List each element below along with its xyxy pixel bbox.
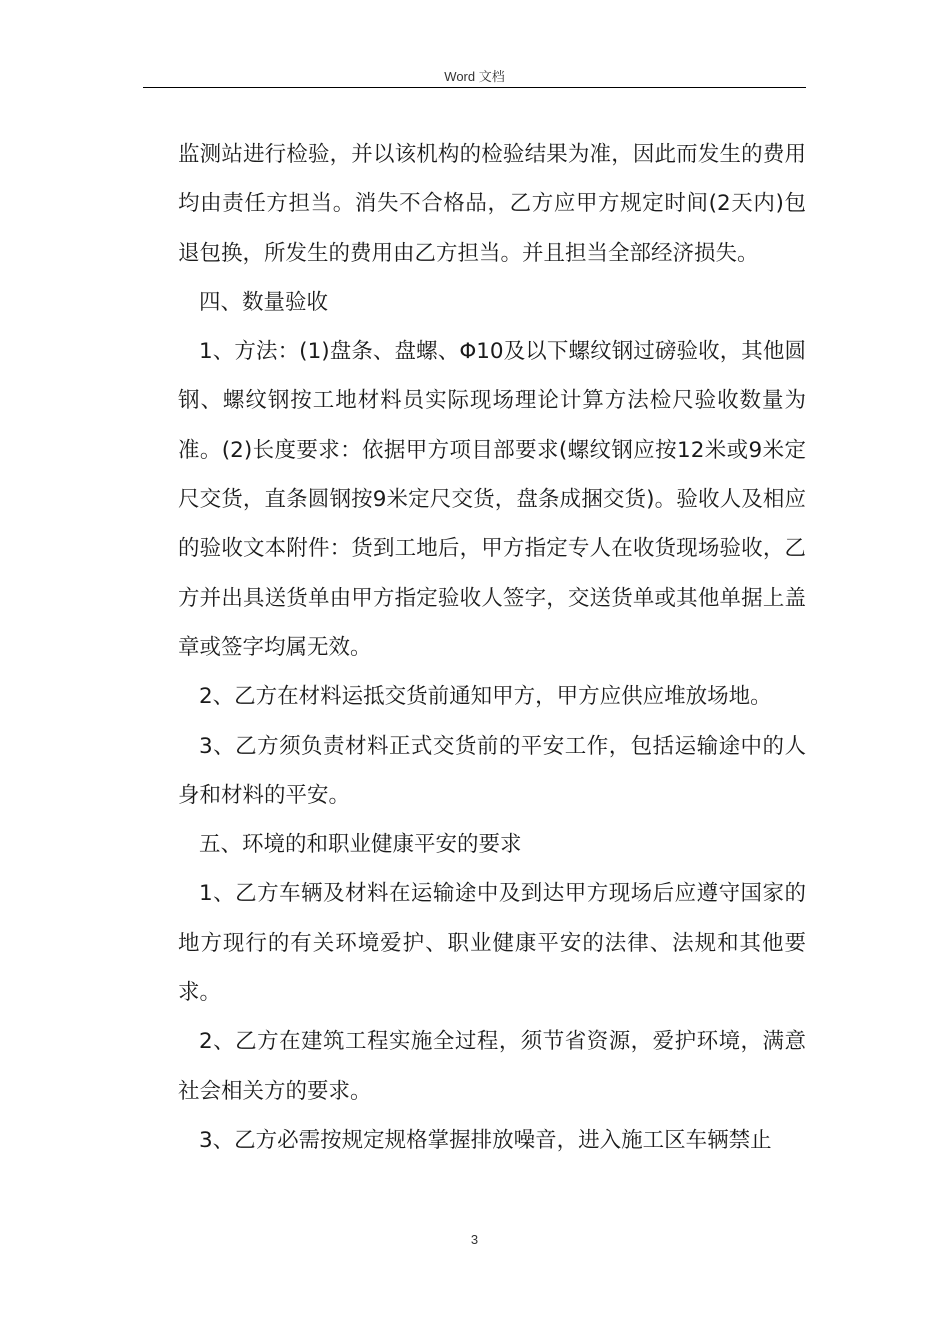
page-number: 3 xyxy=(470,1232,479,1247)
section-heading-environment-health-safety: 五、环境的和职业健康平安的要求 xyxy=(199,832,522,858)
paragraph: 1、方法：(1)盘条、盘螺、Φ10及以下螺纹钢过磅验收，其他圆钢、螺纹钢按工地材料员实际现场理论计算方法检尺验收数量为准。(2)长度要求：依据甲方项目部要求(螺纹钢应按12米或9米定尺交货，直条圆钢按9米定尺交货，盘条成捆交货)。验收人及相应的验收文本附件：货到工地后，甲方指定专人在收货现场验收，乙方并出具送货单由甲方指定验收人签字，交送货单或其他单据上盖章或签字均属无效。 xyxy=(178,339,806,660)
paragraph: 1、乙方车辆及材料在运输途中及到达甲方现场后应遵守国家的地方现行的有关环境爱护、职业健康平安的法律、法规和其他要求。 xyxy=(178,881,806,1006)
paragraph: 监测站进行检验，并以该机构的检验结果为准，因此而发生的费用均由责任方担当。消失不合格品，乙方应甲方规定时间(2天内)包退包换，所发生的费用由乙方担当。并且担当全部经济损失。 xyxy=(178,142,806,266)
paragraph: 2、乙方在材料运抵交货前通知甲方，甲方应供应堆放场地。 xyxy=(199,684,772,710)
section-heading-quantity-acceptance: 四、数量验收 xyxy=(199,289,329,315)
paragraph: 2、乙方在建筑工程实施全过程，须节省资源，爱护环境，满意社会相关方的要求。 xyxy=(178,1029,806,1104)
document-body xyxy=(178,130,806,1165)
paragraph: 3、乙方必需按规定规格掌握排放噪音，进入施工区车辆禁止 xyxy=(199,1127,772,1153)
header-divider xyxy=(143,87,806,88)
page-header-title: Word 文档 xyxy=(444,69,505,84)
paragraph: 3、乙方须负责材料正式交货前的平安工作，包括运输途中的人身和材料的平安。 xyxy=(178,733,806,808)
